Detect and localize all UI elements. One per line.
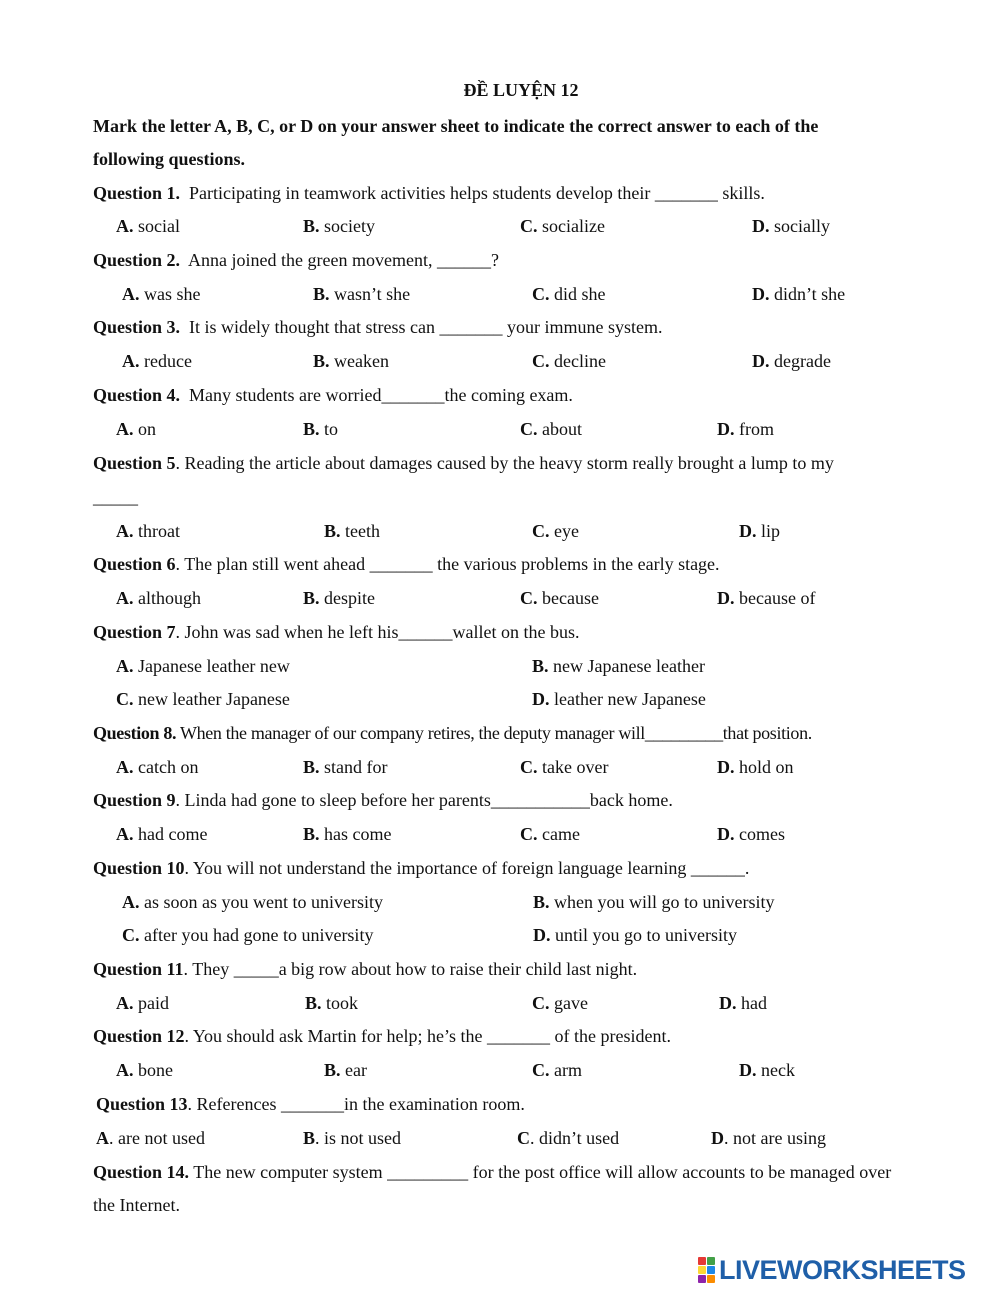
option-1b[interactable]: B. society (303, 216, 376, 236)
option-1a[interactable]: A. social (116, 216, 180, 236)
question-8: Question 8. When the manager of our company retires, the deputy manager will_________that position. (93, 723, 812, 743)
option-5a[interactable]: A. throat (116, 521, 180, 541)
option-12d[interactable]: D. neck (739, 1060, 795, 1080)
option-2d[interactable]: D. didn’t she (752, 284, 846, 304)
question-text: Participating in teamwork activities helps students develop their _______ skills. (189, 183, 765, 203)
option-9a[interactable]: A. had come (116, 824, 208, 844)
question-14-line-2: the Internet. (93, 1195, 180, 1215)
option-9b[interactable]: B. has come (303, 824, 392, 844)
question-13: Question 13. References _______in the examination room. (96, 1094, 525, 1114)
option-10d[interactable]: D. until you go to university (533, 925, 737, 945)
option-8c[interactable]: C. take over (520, 757, 609, 777)
instruction-line-1: Mark the letter A, B, C, or D on your answer sheet to indicate the correct answer to each of the (93, 116, 819, 136)
option-2c[interactable]: C. did she (532, 284, 606, 304)
option-12b[interactable]: B. ear (324, 1060, 367, 1080)
question-5: Question 5. Reading the article about damages caused by the heavy storm really brought a lump to my (93, 453, 834, 473)
question-6: Question 6. The plan still went ahead _______ the various problems in the early stage. (93, 554, 720, 574)
option-1c[interactable]: C. socialize (520, 216, 605, 236)
option-7b[interactable]: B. new Japanese leather (532, 656, 705, 676)
option-2b[interactable]: B. wasn’t she (313, 284, 411, 304)
option-6a[interactable]: A. although (116, 588, 201, 608)
option-8d[interactable]: D. hold on (717, 757, 794, 777)
question-2: Question 2. Anna joined the green movement, ______? (93, 250, 499, 270)
page-title: ĐỀ LUYỆN 12 (463, 80, 579, 100)
option-2a[interactable]: A. was she (122, 284, 201, 304)
option-3b[interactable]: B. weaken (313, 351, 389, 371)
option-11c[interactable]: C. gave (532, 993, 588, 1013)
option-6d[interactable]: D. because of (717, 588, 816, 608)
option-6b[interactable]: B. despite (303, 588, 376, 608)
option-11a[interactable]: A. paid (116, 993, 169, 1013)
option-7a[interactable]: A. Japanese leather new (116, 656, 290, 676)
option-10a[interactable]: A. as soon as you went to university (122, 892, 383, 912)
liveworksheets-logo[interactable] (698, 1255, 966, 1285)
instruction-line-2: following questions. (93, 149, 246, 169)
option-13a[interactable]: A. are not used (96, 1128, 205, 1148)
option-5d[interactable]: D. lip (739, 521, 781, 541)
question-10: Question 10. You will not understand the importance of foreign language learning ______. (93, 858, 750, 878)
question-11: Question 11. They _____a big row about how to raise their child last night. (93, 959, 638, 979)
option-4c[interactable]: C. about (520, 419, 582, 439)
option-13d[interactable]: D. not are using (711, 1128, 826, 1148)
option-9c[interactable]: C. came (520, 824, 580, 844)
option-1d[interactable]: D. socially (752, 216, 830, 236)
logo-blocks-icon (698, 1257, 715, 1283)
question-9: Question 9. Linda had gone to sleep before her parents___________back home. (93, 790, 673, 810)
option-10b[interactable]: B. when you will go to university (533, 892, 775, 912)
option-13c[interactable]: C. didn’t used (517, 1128, 620, 1148)
question-12: Question 12. You should ask Martin for help; he’s the _______ of the president. (93, 1026, 671, 1046)
option-3c[interactable]: C. decline (532, 351, 606, 371)
option-3d[interactable]: D. degrade (752, 351, 831, 371)
option-4d[interactable]: D. from (717, 419, 774, 439)
option-10c[interactable]: C. after you had gone to university (122, 925, 374, 945)
option-7d[interactable]: D. leather new Japanese (532, 689, 706, 709)
option-3a[interactable]: A. reduce (122, 351, 192, 371)
option-8a[interactable]: A. catch on (116, 757, 199, 777)
option-4a[interactable]: A. on (116, 419, 156, 439)
option-9d[interactable]: D. comes (717, 824, 785, 844)
question-label: Question 1. (93, 183, 181, 203)
question-4: Question 4. Many students are worried_______the coming exam. (93, 385, 573, 405)
option-6c[interactable]: C. because (520, 588, 599, 608)
question-14: Question 14. The new computer system _________ for the post office will allow accounts to be managed over (93, 1162, 892, 1182)
option-8b[interactable]: B. stand for (303, 757, 388, 777)
question-3: Question 3. It is widely thought that stress can _______ your immune system. (93, 317, 663, 337)
brand-name: LIVEWORKSHEETS (719, 1254, 966, 1285)
question-1 (93, 182, 765, 204)
option-13b[interactable]: B. is not used (303, 1128, 402, 1148)
question-5-blank: _____ (93, 487, 138, 507)
option-7c[interactable]: C. new leather Japanese (116, 689, 290, 709)
option-5b[interactable]: B. teeth (324, 521, 380, 541)
option-5c[interactable]: C. eye (532, 521, 579, 541)
option-11b[interactable]: B. took (305, 993, 359, 1013)
question-7: Question 7. John was sad when he left his______wallet on the bus. (93, 622, 580, 642)
option-12a[interactable]: A. bone (116, 1060, 173, 1080)
option-12c[interactable]: C. arm (532, 1060, 582, 1080)
option-11d[interactable]: D. had (719, 993, 767, 1013)
option-4b[interactable]: B. to (303, 419, 339, 439)
